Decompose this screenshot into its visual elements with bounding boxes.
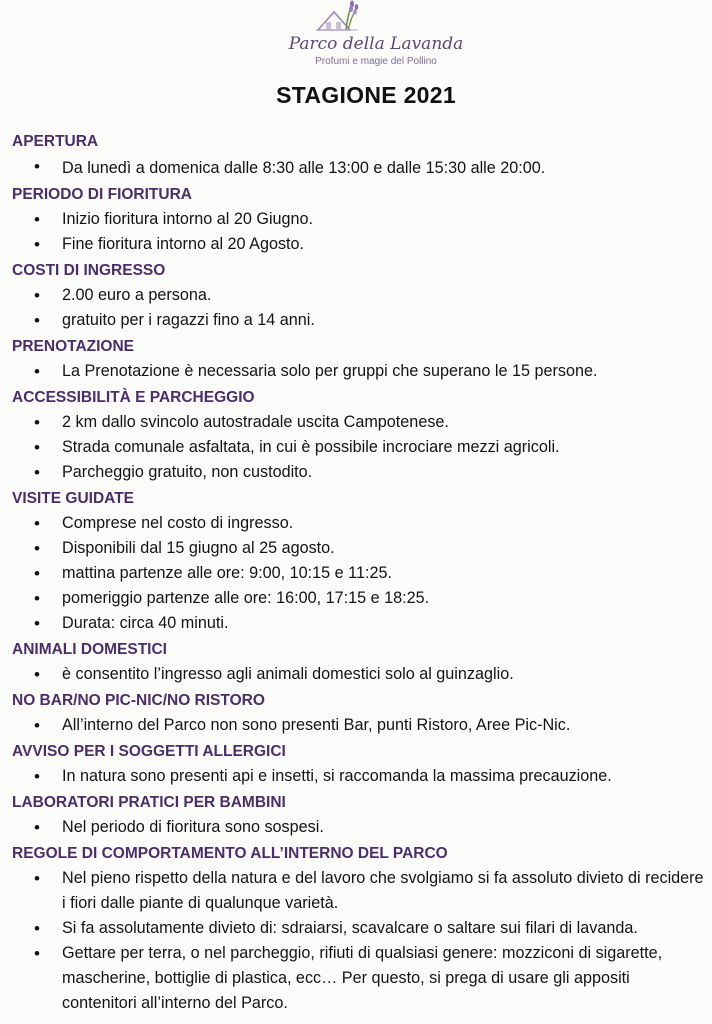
list-item: • Durata: circa 40 minuti. — [12, 611, 712, 636]
brand-tagline: Profumi e magie del Pollino — [315, 56, 437, 67]
list-item: • pomeriggio partenze alle ore: 16:00, 17:15 e 18:25. — [12, 586, 712, 611]
list-item: • La Prenotazione è necessaria solo per gruppi che superano le 15 persone. — [12, 359, 712, 384]
section-heading: PERIODO DI FIORITURA — [12, 186, 192, 203]
section-heading: VISITE GUIDATE — [12, 490, 135, 507]
bullet-list — [12, 511, 712, 636]
document-body — [12, 130, 712, 1018]
section-costi-ingresso — [12, 259, 712, 333]
bullet-list — [12, 713, 712, 738]
section-periodo-fioritura — [12, 183, 712, 257]
bullet-list — [12, 283, 712, 333]
list-item: • Gettare per terra, o nel parcheggio, rifiuti di qualsiasi genere: mozziconi di sigarette, mascherine, bottiglie di plastica, ecc… Per questo, si prega di usare gli appositi contenitori all’interno del Parco. — [12, 941, 712, 1016]
bullet-list — [12, 815, 712, 840]
list-item: • 2.00 euro a persona. — [12, 283, 712, 308]
bullet-list — [12, 154, 712, 181]
list-item: • Si fa assolutamente divieto di: sdraiarsi, scavalcare o saltare sui filari di lavanda. — [12, 916, 712, 941]
list-item: • Comprese nel costo di ingresso. — [12, 511, 712, 536]
section-animali-domestici — [12, 638, 712, 687]
section-heading: LABORATORI PRATICI PER BAMBINI — [12, 794, 286, 811]
section-accessibilita-parcheggio — [12, 386, 712, 485]
list-item: • Nel pieno rispetto della natura e del lavoro che svolgiamo si fa assoluto divieto di recidere i fiori dalle piante di qualunque varietà. — [12, 866, 712, 916]
section-heading: COSTI DI INGRESSO — [12, 262, 166, 279]
list-item: • 2 km dallo svincolo autostradale uscita Campotenese. — [12, 410, 712, 435]
brand-logo — [0, 0, 712, 80]
list-item: • Parcheggio gratuito, non custodito. — [12, 460, 712, 485]
section-heading: ACCESSIBILITÀ E PARCHEGGIO — [12, 389, 255, 406]
bullet-list — [12, 764, 712, 789]
list-item: • Da lunedì a domenica dalle 8:30 alle 13:00 e dalle 15:30 alle 20:00. — [12, 154, 712, 181]
bullet-list — [12, 207, 712, 257]
list-item: • Strada comunale asfaltata, in cui è possibile incrociare mezzi agricoli. — [12, 435, 712, 460]
list-item: • In natura sono presenti api e insetti, si raccomanda la massima precauzione. — [12, 764, 712, 789]
section-visite-guidate — [12, 487, 712, 636]
lavender-house-icon — [312, 0, 360, 34]
section-apertura — [12, 130, 712, 181]
section-heading: PRENOTAZIONE — [12, 338, 134, 355]
list-item: • All’interno del Parco non sono presenti Bar, punti Ristoro, Aree Pic-Nic. — [12, 713, 712, 738]
section-prenotazione — [12, 335, 712, 384]
bullet-list — [12, 410, 712, 485]
list-item: • Inizio fioritura intorno al 20 Giugno. — [12, 207, 712, 232]
list-item: • Fine fioritura intorno al 20 Agosto. — [12, 232, 712, 257]
bullet-list — [12, 359, 712, 384]
list-item: • è consentito l’ingresso agli animali domestici solo al guinzaglio. — [12, 662, 712, 687]
section-heading: APERTURA — [12, 133, 99, 150]
bullet-list — [12, 662, 712, 687]
page-title: STAGIONE 2021 — [276, 82, 456, 108]
bullet-list — [12, 866, 712, 1016]
section-no-bar — [12, 689, 712, 738]
section-heading: REGOLE DI COMPORTAMENTO ALL’INTERNO DEL PARCO — [12, 845, 448, 862]
section-heading: ANIMALI DOMESTICI — [12, 641, 167, 658]
section-laboratori — [12, 791, 712, 840]
section-regole — [12, 842, 712, 1016]
list-item: • mattina partenze alle ore: 9:00, 10:15 e 11:25. — [12, 561, 712, 586]
list-item: • Disponibili dal 15 giugno al 25 agosto. — [12, 536, 712, 561]
list-item: • gratuito per i ragazzi fino a 14 anni. — [12, 308, 712, 333]
section-heading: NO BAR/NO PIC-NIC/NO RISTORO — [12, 692, 265, 709]
brand-name: Parco della Lavanda — [288, 34, 464, 54]
list-item: • Nel periodo di fioritura sono sospesi. — [12, 815, 712, 840]
section-avviso-allergici — [12, 740, 712, 789]
section-heading: AVVISO PER I SOGGETTI ALLERGICI — [12, 743, 286, 760]
